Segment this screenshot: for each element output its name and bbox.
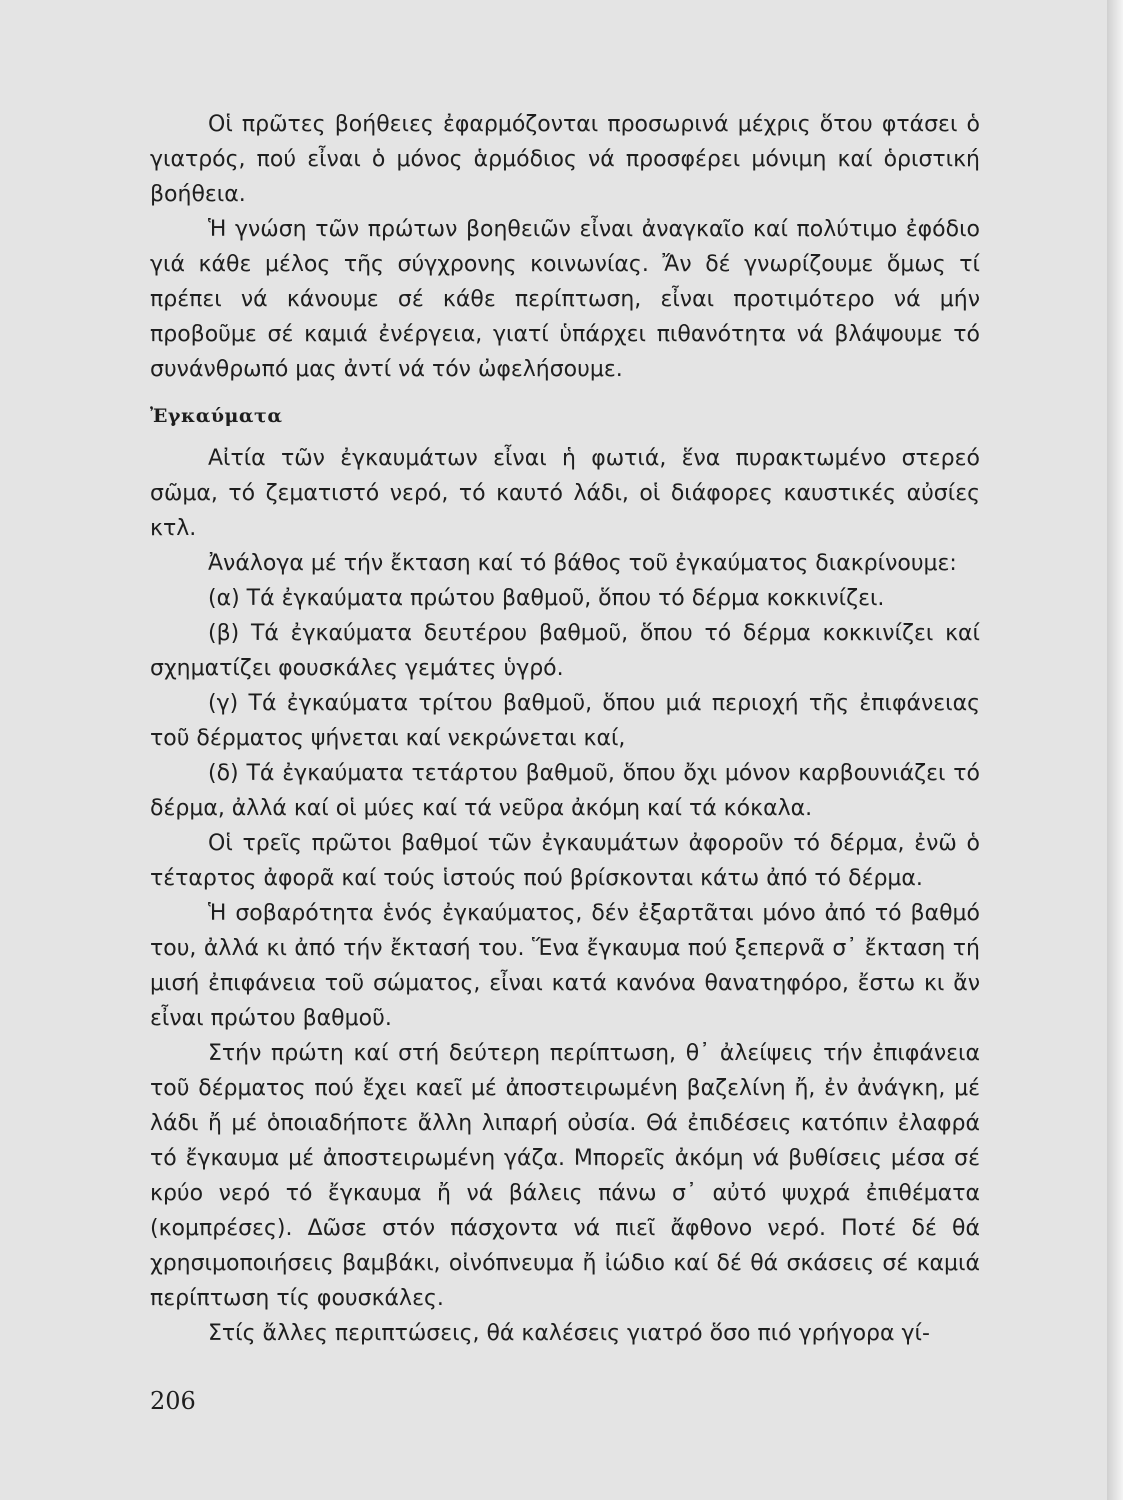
causes-paragraph: Αἰτία τῶν ἐγκαυμάτων εἶναι ἡ φωτιά, ἕνα πυρακτωμένο στερεό σῶμα, τό ζεματιστό νερό, τό καυτό λάδι, οἱ διάφορες καυστικές αὐσίες κτλ. [150, 446, 980, 541]
intro-paragraph-1: Οἱ πρῶτες βοήθειες ἐφαρμόζονται προσωρινά μέχρις ὅτου φτάσει ὁ γιατρός, πού εἶναι ὁ μόνος ἁρμόδιος νά προσφέρει μόνιμη καί ὁριστική βοήθεια. [150, 112, 980, 207]
intro-paragraph-2: Ἡ γνώση τῶν πρώτων βοηθειῶν εἶναι ἀναγκαῖο καί πολύτιμο ἐφόδιο γιά κάθε μέλος τῆς σύγχρονης κοινωνίας. Ἄν δέ γνωρίζουμε ὅμως τί πρέπει νά κάνουμε σέ κάθε περίπτωση, εἶναι προτιμότερο νά μήν προβοῦμε σέ καμιά ἐνέργεια, γιατί ὑπάρχει πιθανότητα νά βλάψουμε τό συνάνθρωπό μας ἀντί νά τόν ὠφελήσουμε. [150, 217, 980, 382]
body-paragraph-1: Οἱ τρεῖς πρῶτοι βαθμοί τῶν ἐγκαυμάτων ἀφοροῦν τό δέρμα, ἐνῶ ὁ τέταρτος ἀφορᾶ καί τούς ἱστούς πού βρίσκονται κάτω ἀπό τό δέρμα. [150, 831, 980, 891]
classification-paragraph: Ἀνάλογα μέ τήν ἔκταση καί τό βάθος τοῦ ἐγκαύματος διακρίνουμε: [208, 551, 957, 576]
degree-item-d: (δ) Τά ἐγκαύματα τετάρτου βαθμοῦ, ὅπου ὄχι μόνον καρβουνιάζει τό δέρμα, ἀλλά καί οἱ μύες καί τά νεῦρα ἀκόμη καί τά κόκαλα. [150, 761, 980, 821]
page-number: 206 [150, 1387, 196, 1415]
degree-item-a: (α) Τά ἐγκαύματα πρώτου βαθμοῦ, ὅπου τό δέρμα κοκκινίζει. [208, 586, 885, 611]
body-paragraph-4: Στίς ἄλλες περιπτώσεις, θά καλέσεις γιατρό ὅσο πιό γρήγορα γί- [208, 1321, 930, 1346]
page-body [150, 107, 980, 1351]
degree-item-c: (γ) Τά ἐγκαύματα τρίτου βαθμοῦ, ὅπου μιά περιοχή τῆς ἐπιφάνειας τοῦ δέρματος ψήνεται καί νεκρώνεται καί, [150, 691, 980, 751]
section-heading: Ἐγκαύματα [150, 405, 283, 427]
page-edge [1107, 0, 1123, 1500]
body-paragraph-2: Ἡ σοβαρότητα ἑνός ἐγκαύματος, δέν ἐξαρτᾶται μόνο ἀπό τό βαθμό του, ἀλλά κι ἀπό τήν ἔκτασή του. Ἕνα ἔγκαυμα πού ξεπερνᾶ σ᾽ ἔκταση τή μισή ἐπιφάνεια τοῦ σώματος, εἶναι κατά κανόνα θανατηφόρο, ἔστω κι ἄν εἶναι πρώτου βαθμοῦ. [150, 901, 980, 1031]
degree-item-b: (β) Τά ἐγκαύματα δευτέρου βαθμοῦ, ὅπου τό δέρμα κοκκινίζει καί σχηματίζει φουσκάλες γεμάτες ὑγρό. [150, 621, 980, 681]
body-paragraph-3: Στήν πρώτη καί στή δεύτερη περίπτωση, θ᾽ ἀλείψεις τήν ἐπιφάνεια τοῦ δέρματος πού ἔχει καεῖ μέ ἀποστειρωμένη βαζελίνη ἤ, ἐν ἀνάγκη, μέ λάδι ἤ μέ ὁποιαδήποτε ἄλλη λιπαρή οὐσία. Θά ἐπιδέσεις κατόπιν ἐλαφρά τό ἔγκαυμα μέ ἀποστειρωμένη γάζα. Μπορεῖς ἀκόμη νά βυθίσεις μέσα σέ κρύο νερό τό ἔγκαυμα ἤ νά βάλεις πάνω σ᾽ αὐτό ψυχρά ἐπιθέματα (κομπρέσες). Δῶσε στόν πάσχοντα νά πιεῖ ἄφθονο νερό. Ποτέ δέ θά χρησιμοποιήσεις βαμβάκι, οἰνόπνευμα ἤ ἰώδιο καί δέ θά σκάσεις σέ καμιά περίπτωση τίς φουσκάλες. [150, 1041, 980, 1311]
